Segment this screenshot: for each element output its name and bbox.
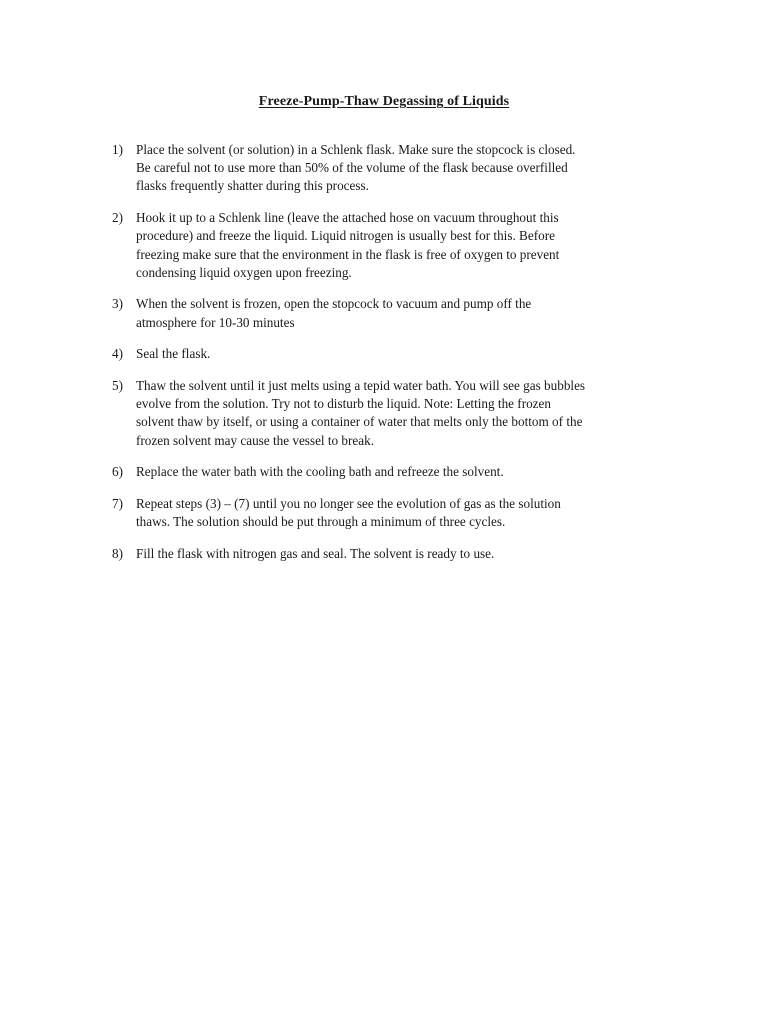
step-text-line: Seal the flask. xyxy=(136,346,211,362)
procedure-step-4 xyxy=(112,345,672,363)
step-text xyxy=(136,295,672,331)
procedure-step-5 xyxy=(112,377,672,450)
step-text-line: procedure) and freeze the liquid. Liquid nitrogen is usually best for this. Before xyxy=(136,228,555,244)
step-text-line: condensing liquid oxygen upon freezing. xyxy=(136,264,352,280)
step-text xyxy=(136,141,672,196)
step-text-line: Fill the flask with nitrogen gas and seal. The solvent is ready to use. xyxy=(136,545,495,561)
step-text-line: flasks frequently shatter during this process. xyxy=(136,178,369,194)
step-number: 4) xyxy=(112,346,123,362)
step-number: 2) xyxy=(112,210,123,226)
procedure-step-3 xyxy=(112,295,672,331)
step-text-line: atmosphere for 10-30 minutes xyxy=(136,314,295,330)
step-text xyxy=(136,495,672,531)
step-text-line: Replace the water bath with the cooling bath and refreeze the solvent. xyxy=(136,464,504,480)
procedure-step-6 xyxy=(112,463,672,481)
step-text xyxy=(136,209,672,282)
step-number: 7) xyxy=(112,496,123,512)
step-text-line: Thaw the solvent until it just melts using a tepid water bath. You will see gas bubbles xyxy=(136,378,586,394)
step-number: 6) xyxy=(112,464,123,480)
step-number: 1) xyxy=(112,142,123,157)
step-text-line: Be careful not to use more than 50% of the volume of the flask because overfilled xyxy=(136,160,568,176)
step-number: 3) xyxy=(112,296,123,312)
step-text-line: Hook it up to a Schlenk line (leave the attached hose on vacuum throughout this xyxy=(136,210,559,226)
step-text-line: solvent thaw by itself, or using a container of water that melts only the bottom of the xyxy=(136,414,583,430)
step-text xyxy=(136,463,672,481)
step-text-line: Repeat steps (3) – (7) until you no longer see the evolution of gas as the solution xyxy=(136,496,561,512)
document-title: Freeze-Pump-Thaw Degassing of Liquids xyxy=(258,94,510,109)
step-text-line: frozen solvent may cause the vessel to break. xyxy=(136,432,375,448)
step-text xyxy=(136,345,672,363)
procedure-steps-list xyxy=(112,141,672,577)
step-text xyxy=(136,545,672,563)
procedure-step-7 xyxy=(112,495,672,531)
step-text-line: Place the solvent (or solution) in a Schlenk flask. Make sure the stopcock is closed. xyxy=(136,142,576,157)
step-text-line: When the solvent is frozen, open the stopcock to vacuum and pump off the xyxy=(136,296,532,312)
step-number: 8) xyxy=(112,545,123,561)
step-text xyxy=(136,377,672,450)
procedure-step-1 xyxy=(112,141,672,196)
step-text-line: thaws. The solution should be put through a minimum of three cycles. xyxy=(136,514,506,530)
step-text-line: freezing make sure that the environment in the flask is free of oxygen to prevent xyxy=(136,246,560,262)
procedure-step-8 xyxy=(112,545,672,563)
step-text-line: evolve from the solution. Try not to disturb the liquid. Note: Letting the frozen xyxy=(136,396,551,412)
procedure-step-2 xyxy=(112,209,672,282)
step-number: 5) xyxy=(112,378,123,394)
